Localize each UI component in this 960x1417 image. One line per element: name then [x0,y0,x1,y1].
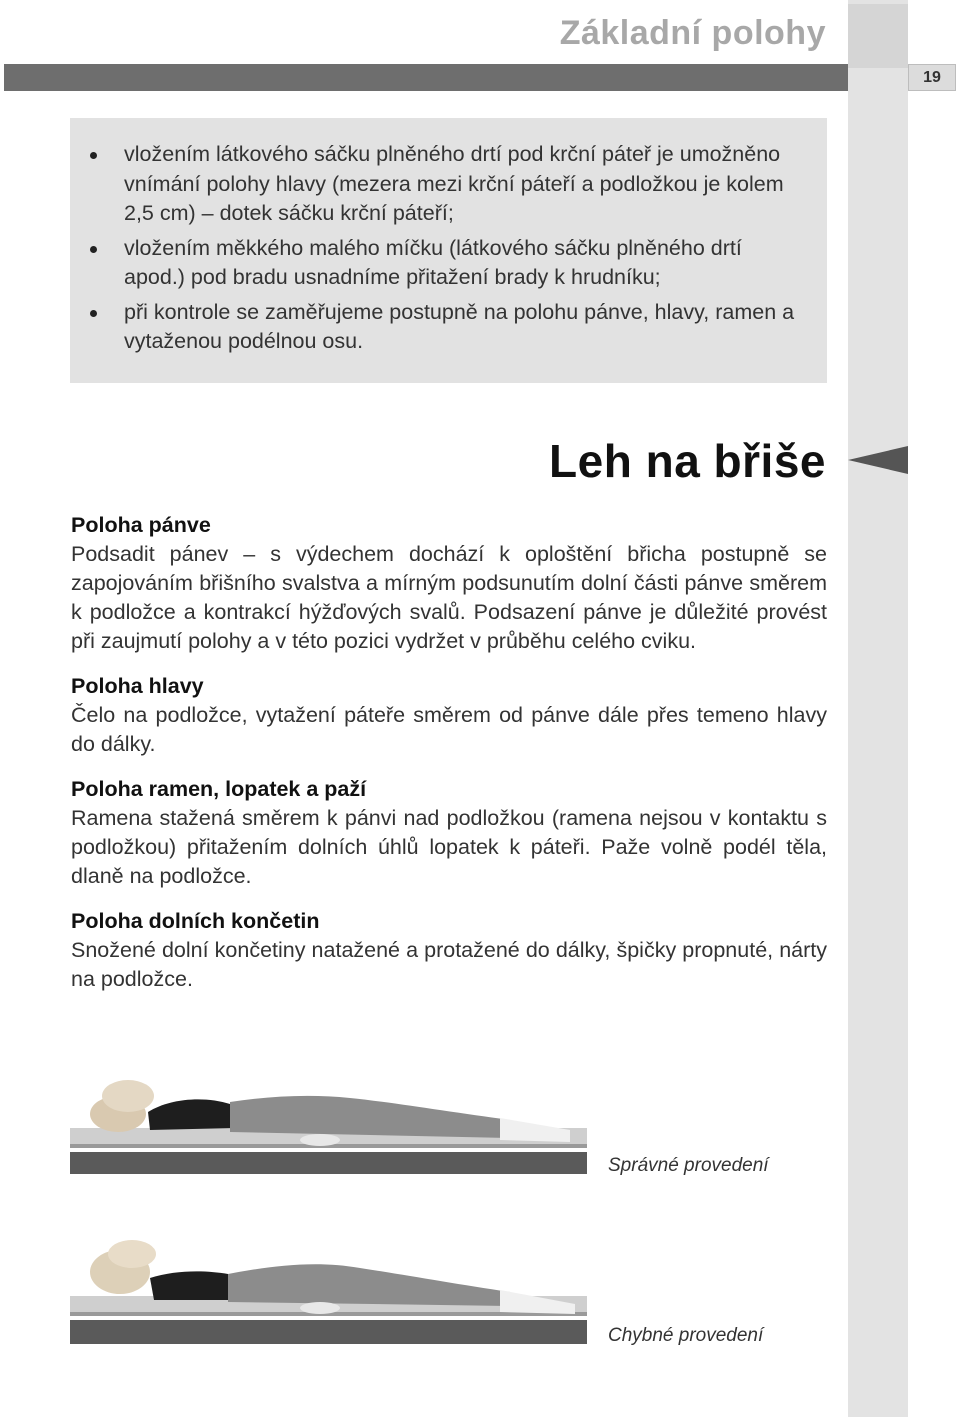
photo-correct-execution [70,1068,587,1174]
subsection-head [71,671,827,759]
subsection-heading: Poloha ramen, lopatek a paží [71,777,367,801]
header-bar [4,64,848,91]
note-item [124,234,807,293]
section-content [71,510,827,1009]
subsection-heading: Poloha hlavy [71,674,204,698]
note-item-text: vložením látkového sáčku plněného drtí pod krční páteř je umožněno vnímání polohy hlavy (mezera mezi krční páteří a podložkou je kolem 2,5 cm) – dotek sáčku krční páteří; [124,142,784,225]
subsection-text: Ramena stažená směrem k pánvi nad podložkou (ramena nejsou v kontaktu s podložkou) přitažením dolních úhlů lopatek k páteři. Paže volně podél těla, dlaně na podložce. [71,806,827,888]
note-item [124,298,807,357]
subsection-pelvis [71,510,827,656]
subsection-legs [71,906,827,994]
note-box [70,118,827,383]
bullet-icon [90,246,97,253]
note-item-text: vložením měkkého malého míčku (látkového sáčku plněného drtí apod.) pod bradu usnadníme přitažení brady k hrudníku; [124,235,742,289]
bullet-icon [90,310,97,317]
side-strip-top [848,4,908,68]
bullet-icon [90,152,97,159]
page-number: 19 [908,64,956,91]
note-list [70,118,827,357]
figure-caption: Chybné provedení [608,1325,764,1346]
subsection-text: Snožené dolní končetiny natažené a protažené do dálky, špičky propnuté, nárty na podložce. [71,938,827,991]
note-item [124,140,807,229]
chapter-title: Základní polohy [559,14,826,52]
section-title: Leh na břiše [549,435,826,487]
figure-caption: Správné provedení [608,1155,769,1176]
note-item-text: při kontrole se zaměřujeme postupně na polohu pánve, hlavy, ramen a vytaženou podélnou osu. [124,299,795,353]
section-marker-icon [848,446,908,474]
subsection-text: Podsadit pánev – s výdechem dochází k oploštění břicha postupně se zapojováním břišního svalstva a mírným podsunutím dolní části pánve směrem k podložce a kontrakcí hýžďových svalů. Podsazení pánve je důležité provést při zaujmutí polohy a v této pozici vydržet v průběhu celého cviku. [71,542,827,653]
subsection-heading: Poloha pánve [71,513,211,537]
subsection-heading: Poloha dolních končetin [71,909,320,933]
side-strip [848,0,908,1417]
subsection-shoulders [71,774,827,891]
photo-incorrect-execution [70,1234,587,1344]
subsection-text: Čelo na podložce, vytažení páteře směrem od pánve dále přes temeno hlavy do dálky. [71,703,827,756]
